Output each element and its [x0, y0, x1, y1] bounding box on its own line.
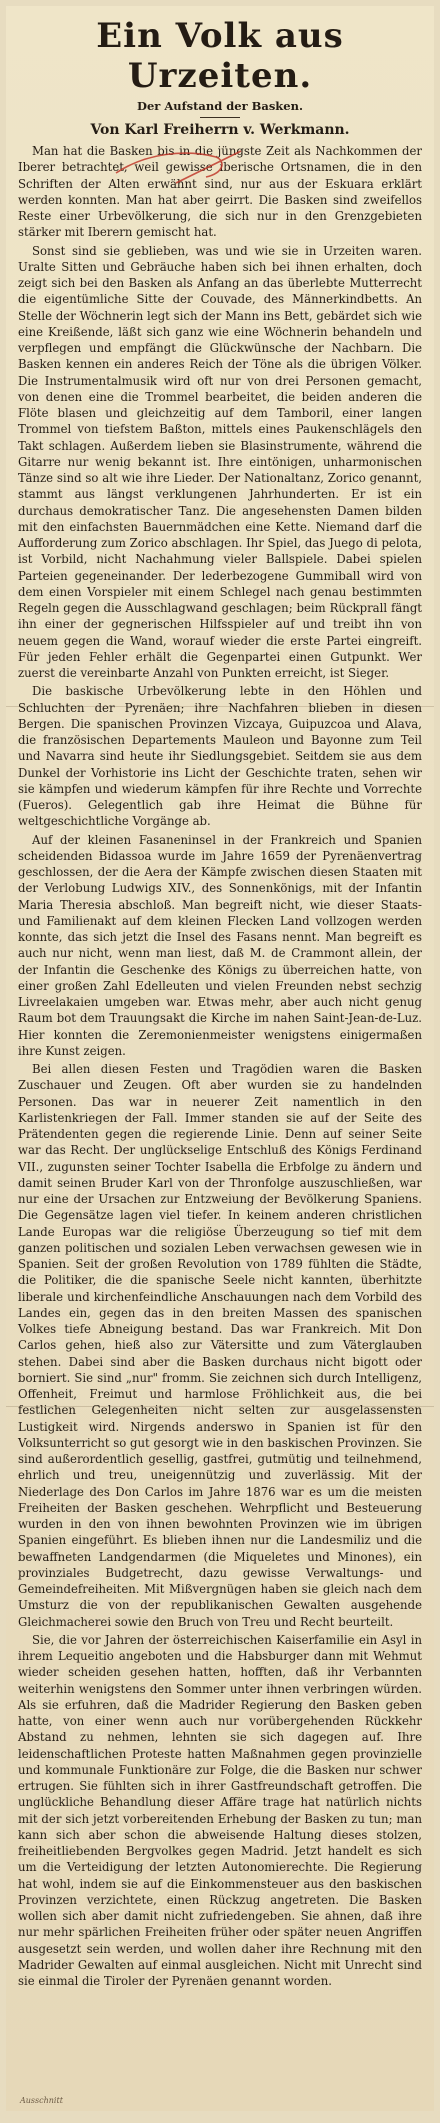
article-subtitle: Der Aufstand der Basken.	[137, 99, 303, 113]
byline-prefix: Von	[90, 122, 120, 138]
byline-author: Karl Freiherrn v. Werkmann.	[124, 122, 350, 138]
footer-note: Ausschnitt	[20, 2096, 63, 2105]
paragraph: Man hat die Basken bis in die jüngste Zeit als Nachkommen der Iberer betrachtet, weil gewisse iberische Ortsnamen, die in den Schriften der Alten erwähnt sind, nur aus der Eskuara erklärt werden konnten. Man hat aber geirrt. Die Basken sind zweifellos Reste einer Urbevölkerung, die sich nur in den Grenzgebieten stärker mit Iberern gemischt hat.	[18, 144, 422, 240]
divider	[200, 117, 240, 118]
paragraph: Bei allen diesen Festen und Tragödien waren die Basken Zuschauer und Zeugen. Oft aber wurden sie zu handelnden Personen. Das war in neuerer Zeit namentlich in den Karlistenkriegen der Fall. Immer standen sie auf der Seite des Prätendenten gegen die regierende Linie. Denn auf seiner Seite war das Recht. Der unglückselige Entschluß des Königs Ferdinand VII., zugunsten seiner Tochter Isabella die Erbfolge zu ändern und damit seinen Bruder Karl von der Thronfolge auszuschließen, war nur eine der Ursachen zur Entzweiung der Bevölkerung Spaniens. Die Gegensätze lagen viel tiefer. In keinem anderen christlichen Lande Europas war die religiöse Überzeugung so tief mit dem ganzen politischen und sozialen Leben verwachsen gewesen wie in Spanien. Seit der großen Revolution von 1789 fühlten die Städte, die Politiker, die die spanische Seele nicht kannten, überhitzte liberale und kirchenfeindliche Anschauungen nach dem Vorbild des Landes ein, gegen das in den breiten Massen des spanischen Volkes tiefe Abneigung bestand. Das war Frankreich. Mit Don Carlos gehen, hieß also zur Vätersitte und zum Väterglauben stehen. Dabei sind aber die Basken durchaus nicht bigott oder borniert. Sie sind „nur" fromm. Sie zeichnen sich durch Intelligenz, Offenheit, Freimut und harmlose Fröhlichkeit aus, die bei festlichen Gelegenheiten nicht selten zur ausgelassensten Lustigkeit wird. Nirgends anderswo in Spanien ist für den Volksunterricht so gut gesorgt wie in den baskischen Provinzen. Sie sind außerordentlich gesellig, gastfrei, gutmütig und teilnehmend, ehrlich und treu, uneigennützig und zuverlässig. Mit der Niederlage des Don Carlos im Jahre 1876 war es um die meisten Freiheiten der Basken geschehen. Wehrpflicht und Besteuerung wurden in den von ihnen bewohnten Provinzen wie im übrigen Spanien eingeführt. Es blieben ihnen nur die Landesmiliz und die bewaffneten Landgendarmen (die Miqueletes und Minones), ein provinziales Budgetrecht, dazu gewisse Verwaltungs- und Gemeindefreiheiten. Mit Mißvergnügen haben sie gleich nach dem Umsturz die von der republikanischen Gewalten ausgehende Gleichmacherei sowie den Bruch von Treu und Recht beurteilt.	[18, 1062, 422, 1629]
article-body	[18, 143, 422, 1989]
paragraph: Die baskische Urbevölkerung lebte in den Höhlen und Schluchten der Pyrenäen; ihre Nachfahren blieben in diesen Bergen. Die spanischen Provinzen Vizcaya, Guipuzcoa und Alava, die französischen Departements Mauleon und Bayonne zum Teil und Navarra sind heute ihr Siedlungsgebiet. Seitdem sie aus dem Dunkel der Vorhistorie ins Licht der Geschichte traten, sehen wir sie kämpfen und wiederum kämpfen für ihre Rechte und Vorrechte (Fueros). Gelegentlich gab ihre Heimat die Bühne für weltgeschichtliche Vorgänge ab.	[18, 684, 422, 829]
article-byline	[18, 121, 422, 139]
paragraph: Sie, die vor Jahren der österreichischen Kaiserfamilie ein Asyl in ihrem Lequeitio angeboten und die Habsburger dann mit Wehmut wieder scheiden gesehen hatten, hofften, daß ihr Verbannten weiterhin wenigstens den Sommer unter ihnen verbringen würden. Als sie erfuhren, daß die Madrider Regierung den Basken geben hatte, von einer wenn auch nur vorübergehenden Rückkehr Abstand zu nehmen, lehnten sie sich dagegen auf. Ihre leidenschaftlichen Proteste hatten Maßnahmen gegen provinzielle und kommunale Funktionäre zur Folge, die die Basken nur schwer ertrugen. Sie fühlten sich in ihrer Gastfreundschaft getroffen. Die unglückliche Behandlung dieser Affäre trage hat natürlich nichts mit der sich jetzt vorbereitenden Erhebung der Basken zu tun; man kann sich aber schon die abweisende Haltung dieses stolzen, freiheitliebenden Bergvolkes gegen Madrid. Jetzt handelt es sich um die Verteidigung der letzten Autonomierechte. Die Regierung hat wohl, indem sie auf die Einkommensteuer aus den baskischen Provinzen verzichtete, einen Rückzug angetreten. Die Basken wollen sich aber damit nicht zufriedengeben. Sie ahnen, daß ihre nur mehr spärlichen Freiheiten früher oder später neuen Angriffen ausgesetzt sein werden, und wollen daher ihre Rechnung mit den Madrider Gewalten auf einmal ausgleichen. Nicht mit Unrecht sind sie einmal die Tiroler der Pyrenäen genannt worden.	[18, 1632, 422, 1988]
article-headline: Ein Volk aus Urzeiten.	[96, 16, 344, 96]
paragraph: Auf der kleinen Fasaneninsel in der Frankreich und Spanien scheidenden Bidassoa wurde im Jahre 1659 der Pyrenäenvertrag geschlossen, der die Aera der Kämpfe zwischen diesen Staaten mit der Verlobung Ludwigs XIV., des Sonnenkönigs, mit der Infantin Maria Theresia abschloß. Man begreift nicht, wie dieser Staats- und Familienakt auf dem kleinen Flecken Land vollzogen werden konnte, das sich jetzt die Insel des Fasans nennt. Man begreift es auch nur nicht, wenn man liest, daß M. de Crammont allein, der der Infantin die Geschenke des Königs zu überreichen hatte, von einer großen Zahl Edelleuten und vielen Freunden nebst sechzig Livreelakaien umgeben war. Etwas mehr, aber auch nicht genug Raum bot dem Trauungsakt die Kirche im nahen Saint-Jean-de-Luz. Hier konnten die Zeremonienmeister wenigstens einigermaßen ihre Kunst zeigen.	[18, 832, 422, 1058]
newspaper-clipping	[6, 6, 434, 2111]
paragraph: Sonst sind sie geblieben, was und wie sie in Urzeiten waren. Uralte Sitten und Gebräuche haben sich bei ihnen erhalten, doch zeigt sich bei den Basken als Anfang an das überlebte Mutterrecht die eigentümliche Sitte der Couvade, des Männerkindbetts. An Stelle der Wöchnerin legt sich der Mann ins Bett, gebärdet sich wie eine Kreißende, läßt sich ganz wie eine Wöchnerin behandeln und verpflegen und empfängt die Glückwünsche der Nachbarn. Die Basken kennen ein anderes Reich der Töne als die übrigen Völker. Die Instrumentalmusik wird oft nur von drei Personen gemacht, von denen eine die Trommel bearbeitet, die beiden anderen die Flöte blasen und gleichzeitig auf dem Tamboril, einer langen Trommel von tiefstem Baßton, mittels eines Paukenschlägels den Takt schlagen. Außerdem lieben sie Blasinstrumente, während die Gitarre nur wenig bekannt ist. Ihre eintönigen, unharmonischen Tänze sind so alt wie ihre Lieder. Der Nationaltanz, Zorico genannt, stammt aus längst verklungenen Jahrhunderten. Er ist ein durchaus demokratischer Tanz. Die angesehensten Damen bilden mit den einfachsten Bauernmädchen eine Kette. Niemand darf die Aufforderung zum Zorico abschlagen. Ihr Spiel, das Juego di pelota, ist Vorbild, nicht Nachahmung vieler Ballspiele. Dabei spielen Parteien gegeneinander. Der lederbezogene Gummiball wird von dem einen Vorspieler mit einem Schlegel nach genau bestimmten Regeln gegen die Ausschlagwand geschlagen; beim Rückprall fängt ihn einer der gegnerischen Hilfsspieler auf und treibt ihn von neuem gegen die Wand, worauf wieder die erste Partei eingreift. Für jeden Fehler erhält die Gegenpartei einen Gutpunkt. Wer zuerst die vereinbarte Anzahl von Punkten erreicht, ist Sieger.	[18, 243, 422, 680]
